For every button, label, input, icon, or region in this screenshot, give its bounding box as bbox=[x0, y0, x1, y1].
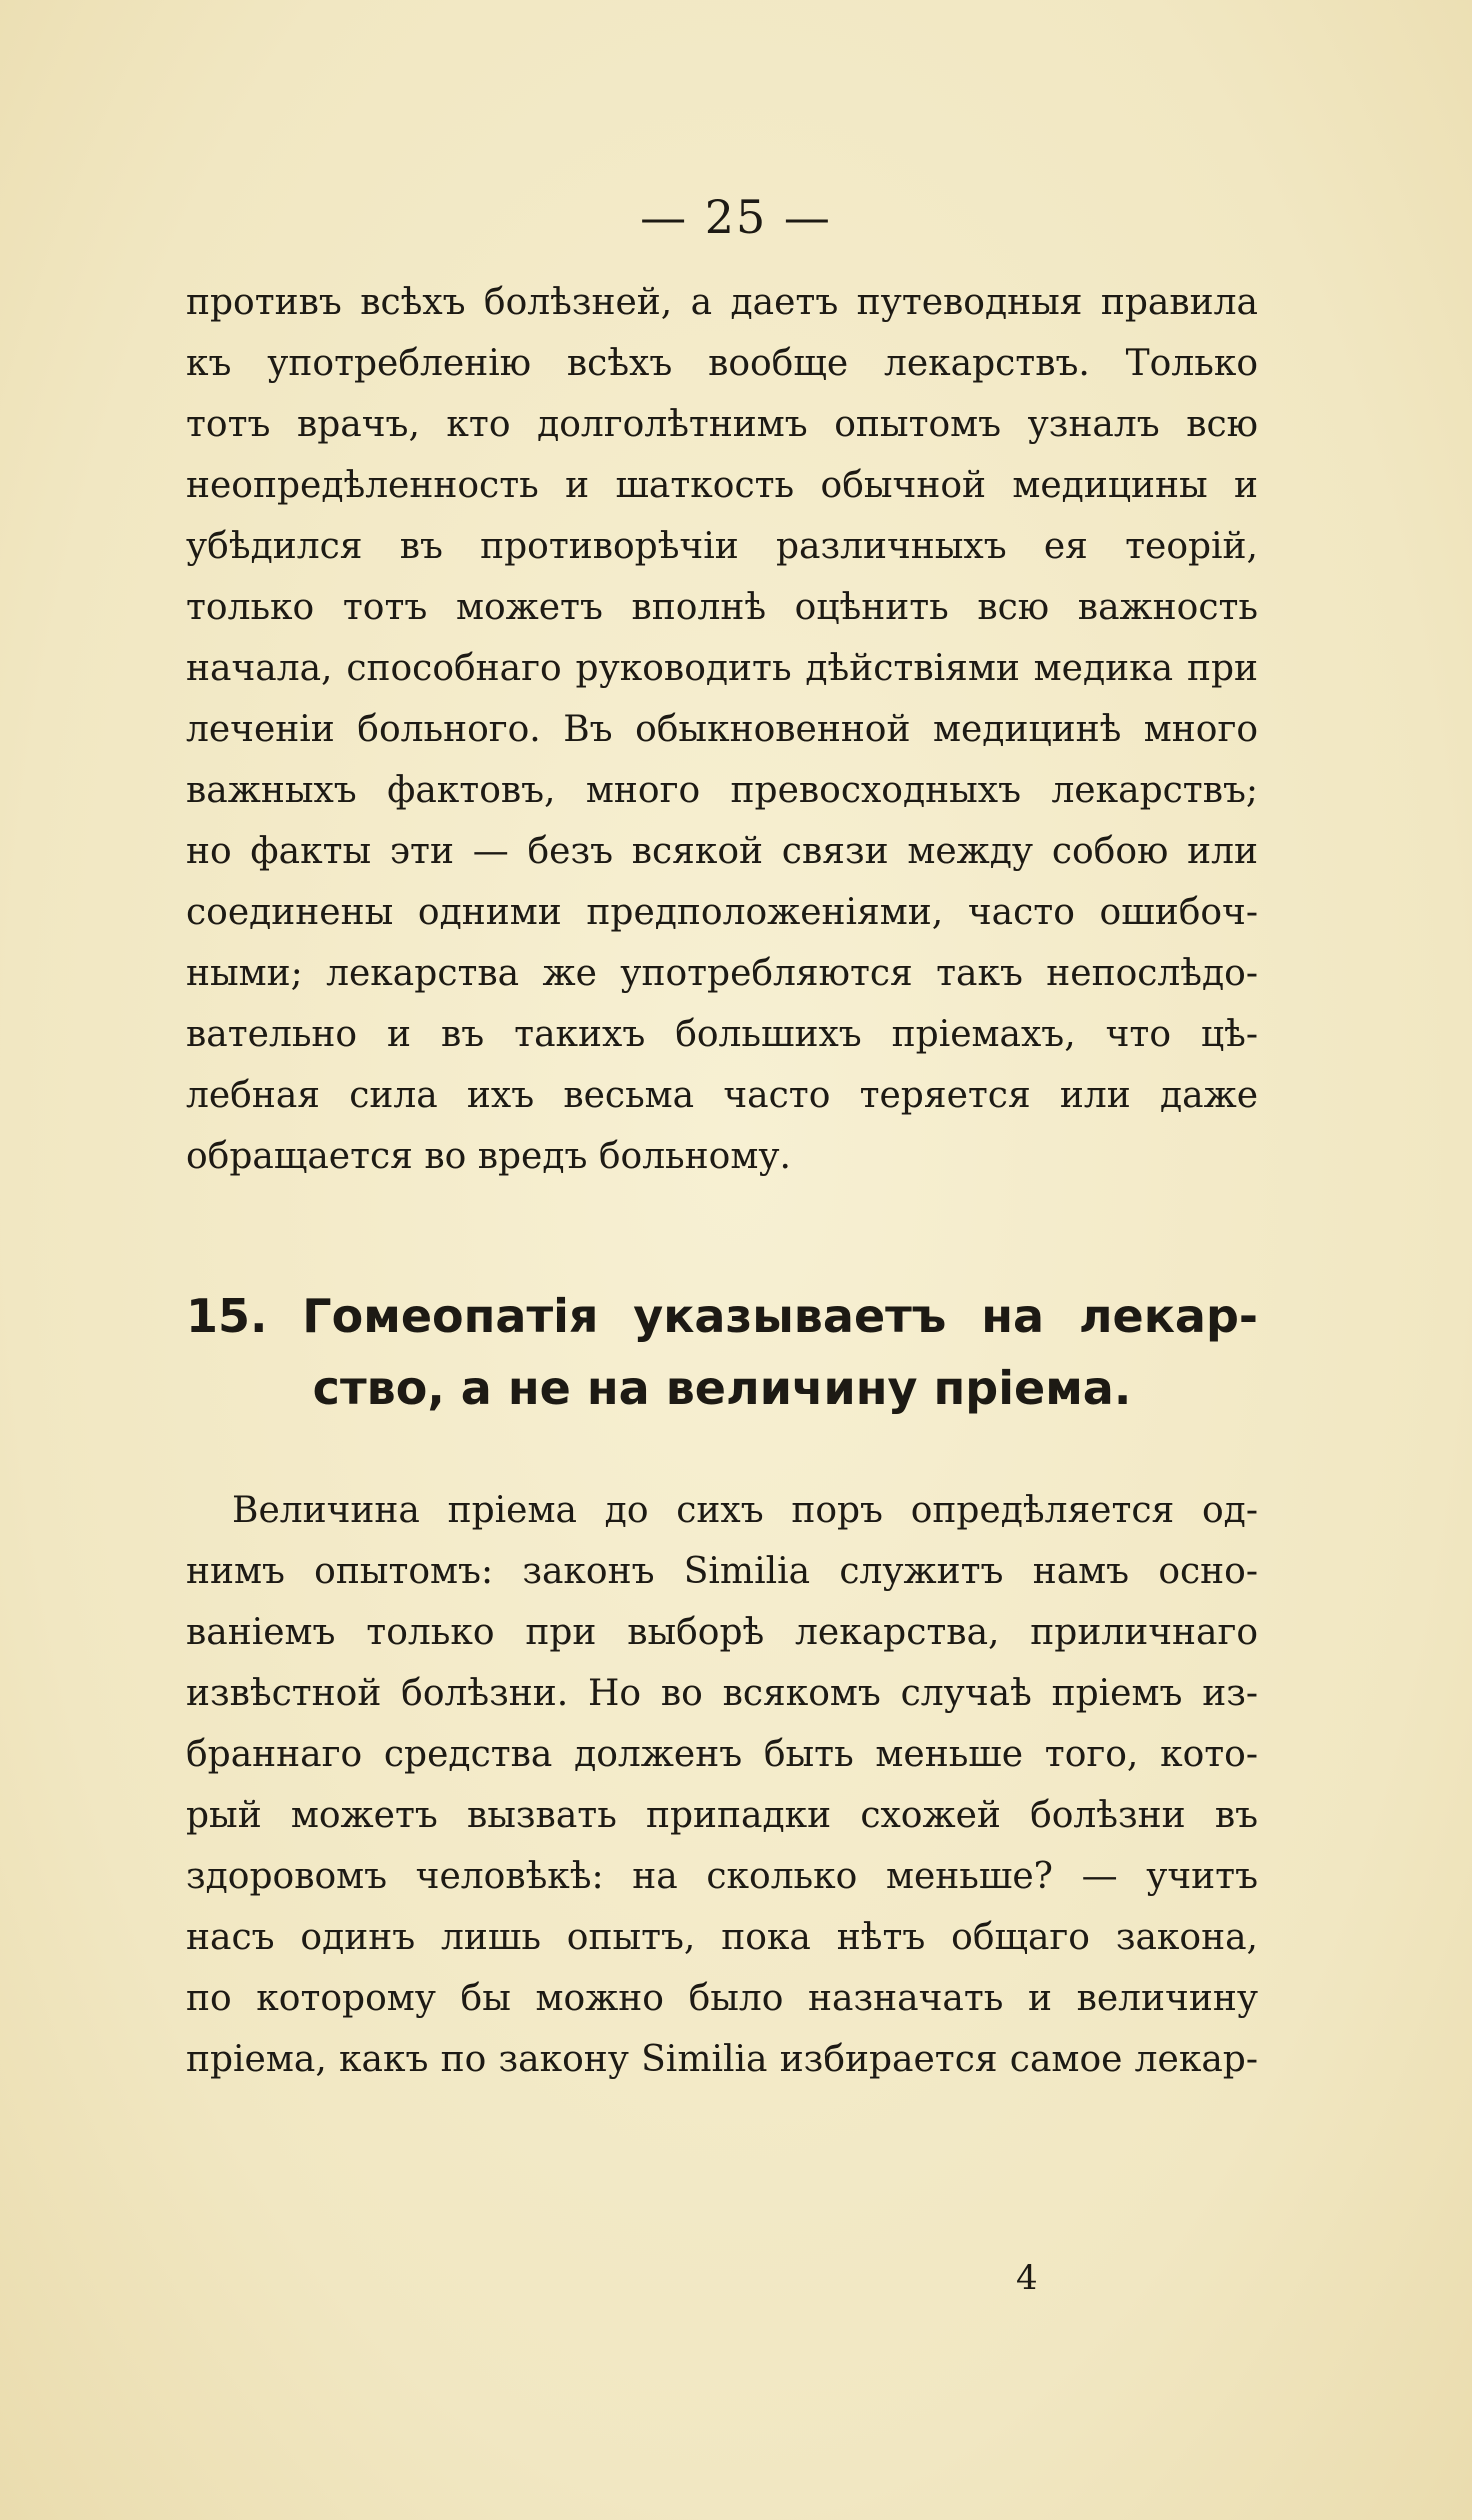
text-line: тотъ врачъ, кто долголѣтнимъ опытомъ узналъ всю bbox=[186, 404, 1258, 445]
text-line: неопредѣленность и шаткость обычной медицины и bbox=[186, 465, 1258, 506]
page-number: — 25 — bbox=[640, 190, 832, 244]
text-line: соединены одними предположеніями, часто ошибоч- bbox=[186, 892, 1258, 933]
heading-line: ство, а не на величину пріема. bbox=[312, 1361, 1132, 1415]
text-line: леченіи больного. Въ обыкновенной медицинѣ много bbox=[186, 709, 1258, 750]
paragraph-1 bbox=[186, 272, 1258, 1187]
text-line: важныхъ фактовъ, много превосходныхъ лекарствъ; bbox=[186, 770, 1258, 811]
text-line: пріема, какъ по закону Similia избирается самое лекар- bbox=[186, 2039, 1258, 2080]
text-line: ваніемъ только при выборѣ лекарства, приличнаго bbox=[186, 1612, 1258, 1653]
text-line: вательно и въ такихъ большихъ пріемахъ, что цѣ- bbox=[186, 1014, 1258, 1055]
heading-line: 15. Гомеопатія указываетъ на лекар- bbox=[186, 1289, 1258, 1343]
text-line: противъ всѣхъ болѣзней, а даетъ путеводныя правила bbox=[186, 282, 1258, 323]
signature-mark: 4 bbox=[1016, 2258, 1038, 2298]
text-line: убѣдился въ противорѣчіи различныхъ ея теорій, bbox=[186, 526, 1258, 567]
text-line: къ употребленію всѣхъ вообще лекарствъ. Только bbox=[186, 343, 1258, 384]
text-line: рый можетъ вызвать припадки схожей болѣзни въ bbox=[186, 1795, 1258, 1836]
text-line: но факты эти — безъ всякой связи между собою или bbox=[186, 831, 1258, 872]
text-line: извѣстной болѣзни. Но во всякомъ случаѣ пріемъ из- bbox=[186, 1673, 1258, 1714]
text-line: нимъ опытомъ: законъ Similia служитъ намъ осно- bbox=[186, 1551, 1258, 1592]
text-line: по которому бы можно было назначать и величину bbox=[186, 1978, 1258, 2019]
section-heading bbox=[186, 1280, 1258, 1424]
text-line: Величина пріема до сихъ поръ опредѣляется од- bbox=[232, 1490, 1258, 1531]
text-line: ными; лекарства же употребляются такъ непослѣдо- bbox=[186, 953, 1258, 994]
text-line: лебная сила ихъ весьма часто теряется или даже bbox=[186, 1075, 1258, 1116]
text-line: начала, способнаго руководить дѣйствіями медика при bbox=[186, 648, 1258, 689]
text-line: браннаго средства долженъ быть меньше того, кото- bbox=[186, 1734, 1258, 1775]
text-line: здоровомъ человѣкѣ: на сколько меньше? — учитъ bbox=[186, 1856, 1258, 1897]
text-line: только тотъ можетъ вполнѣ оцѣнить всю важность bbox=[186, 587, 1258, 628]
text-line: насъ одинъ лишь опытъ, пока нѣтъ общаго закона, bbox=[186, 1917, 1258, 1958]
paragraph-2 bbox=[186, 1480, 1258, 2090]
text-line: обращается во вредъ больному. bbox=[186, 1136, 791, 1177]
